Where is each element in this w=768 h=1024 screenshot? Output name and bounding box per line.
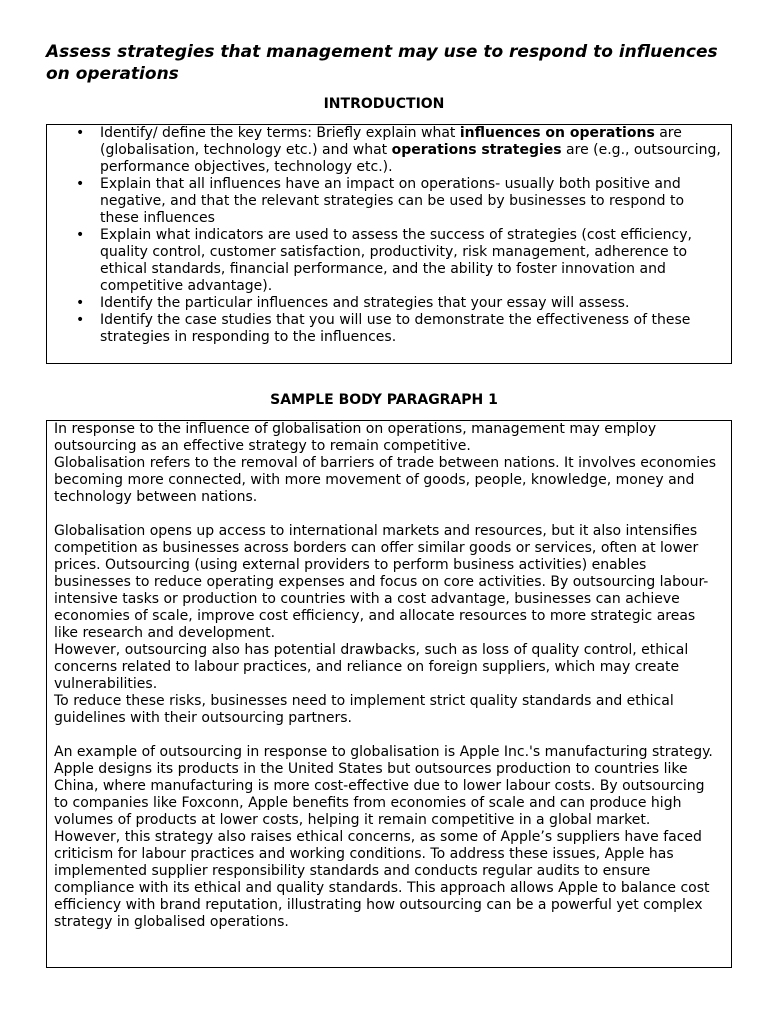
bullet-1-bold-strategies: operations strategies xyxy=(391,142,562,158)
body-paragraph-5: To reduce these risks, businesses need to implement strict quality standards and ethical guidelines with their outsourcing partners. xyxy=(54,693,674,726)
body-paragraph-4: However, outsourcing also has potential drawbacks, such as loss of quality control, ethical concerns related to labour practices, and reliance on foreign suppliers, which may create vulnerabilities. xyxy=(54,642,689,692)
introduction-box xyxy=(46,124,732,364)
bullet-1-bold-influences: influences on operations xyxy=(459,125,655,141)
introduction-bullet-2 xyxy=(47,176,725,227)
body-paragraph-7: However, this strategy also raises ethical concerns, as some of Apple’s suppliers have faced criticism for labour practices and working conditions. To address these issues, Apple has implemented supplier responsibility standards and conducts regular audits to ensure compliance with its ethical and quality standards. This approach allows Apple to balance cost efficiency with brand reputation, illustrating how outsourcing can be a powerful yet complex strategy in globalised operations. xyxy=(54,829,710,930)
introduction-heading: INTRODUCTION xyxy=(323,96,445,112)
bullet-1-text-a: Identify/ define the key terms: Briefly explain what xyxy=(100,125,460,141)
bullet-icon: • xyxy=(76,125,85,141)
document-title: Assess strategies that management may use to respond to influences on operations xyxy=(46,42,718,84)
bullet-1-text-c: are (e.g., outsourcing, performance objectives, technology etc.). xyxy=(100,142,721,175)
paragraph-spacer xyxy=(54,506,723,523)
bullet-3-text: Explain what indicators are used to assess the success of strategies (cost efficiency, quality control, customer satisfaction, productivity, risk management, adherence to ethical standards, financial performance, and the ability to foster innovation and competitive advantage). xyxy=(100,227,692,294)
bullet-4-text: Identify the particular influences and strategies that your essay will assess. xyxy=(100,295,630,311)
bullet-5-text: Identify the case studies that you will use to demonstrate the effectiveness of these strategies in responding to the influences. xyxy=(100,312,691,345)
bullet-icon: • xyxy=(76,227,85,243)
paragraph-spacer xyxy=(54,727,723,744)
body-paragraph-1: In response to the influence of globalisation on operations, management may employ outsourcing as an effective strategy to remain competitive. xyxy=(54,421,657,454)
body-paragraph-heading: SAMPLE BODY PARAGRAPH 1 xyxy=(270,392,498,408)
introduction-bullet-list xyxy=(47,125,725,346)
introduction-bullet-1 xyxy=(47,125,725,176)
introduction-bullet-4 xyxy=(47,295,725,312)
body-paragraph-3: Globalisation opens up access to international markets and resources, but it also intensifies competition as businesses across borders can offer similar goods or services, often at lower prices. Outsourcing (using external providers to perform business activities) enables businesses to reduce operating expenses and focus on core activities. By outsourcing labour-intensive tasks or production to countries with a cost advantage, businesses can achieve economies of scale, improve cost efficiency, and allocate resources to more strategic areas like research and development. xyxy=(54,523,709,641)
bullet-icon: • xyxy=(76,295,85,311)
bullet-icon: • xyxy=(76,176,85,192)
introduction-bullet-5 xyxy=(47,312,725,346)
bullet-icon: • xyxy=(76,312,85,328)
bullet-1-text-b: are (globalisation, technology etc.) and what xyxy=(100,125,682,158)
bullet-2-text: Explain that all influences have an impact on operations- usually both positive and negative, and that the relevant strategies can be used by businesses to respond to these influences xyxy=(100,176,685,226)
body-paragraph-2: Globalisation refers to the removal of barriers of trade between nations. It involves economies becoming more connected, with more movement of goods, people, knowledge, money and technology between nations. xyxy=(54,455,717,505)
body-paragraph-box xyxy=(46,420,732,968)
body-paragraph-6: An example of outsourcing in response to globalisation is Apple Inc.'s manufacturing strategy. Apple designs its products in the United States but outsources production to countries like China, where manufacturing is more cost-effective due to lower labour costs. By outsourcing to companies like Foxconn, Apple benefits from economies of scale and can produce high volumes of products at lower costs, helping it remain competitive in a global market. xyxy=(54,744,713,828)
introduction-bullet-3 xyxy=(47,227,725,295)
